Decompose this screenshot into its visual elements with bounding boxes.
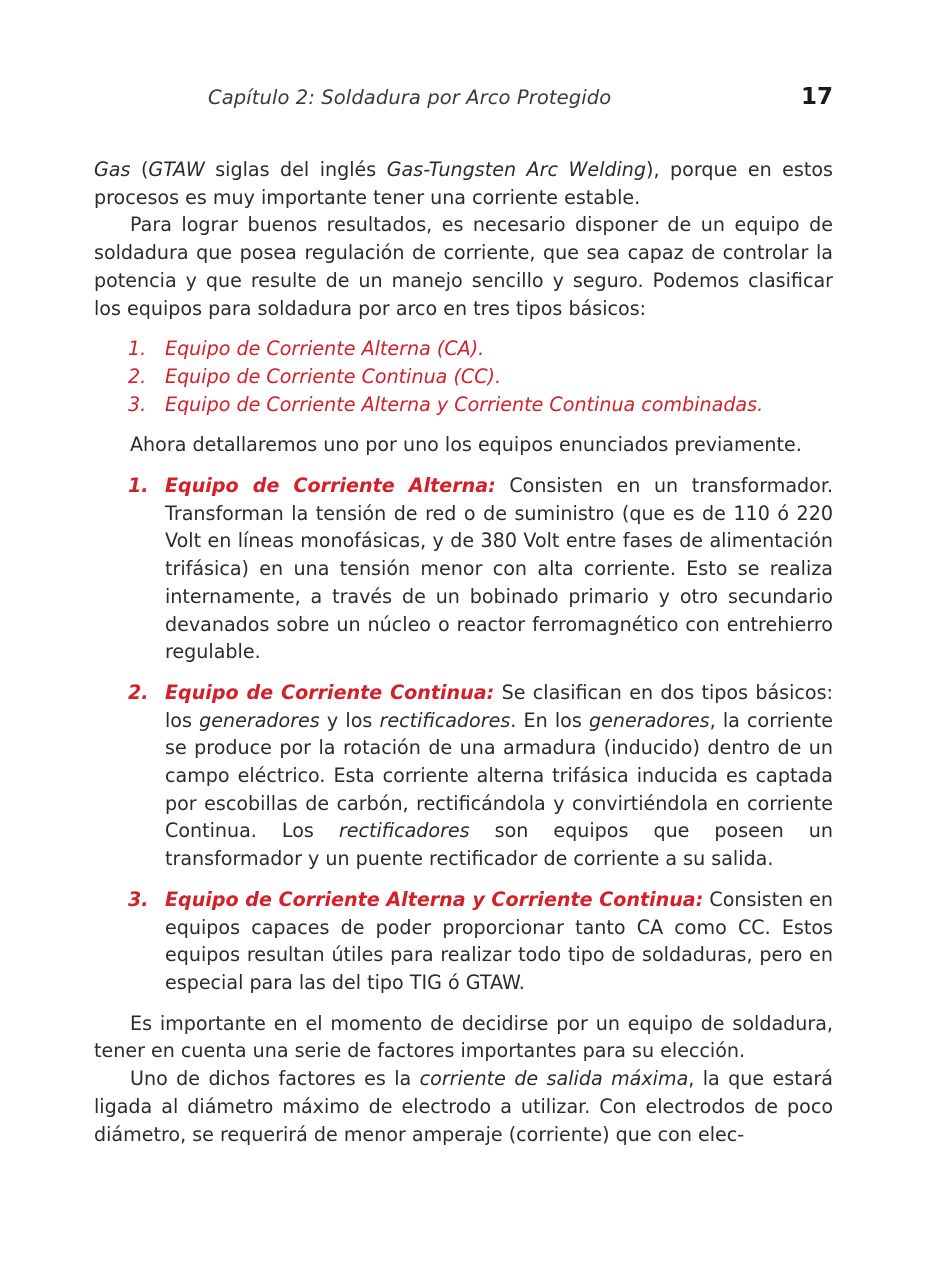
factors-paragraph: Es importante en el momento de decidirse por un equipo de soldadura, tener en cuenta una serie de factores importantes para su elección.	[94, 1011, 833, 1063]
list-number: 3.	[128, 392, 147, 416]
item-term: Equipo de Corriente Alterna:	[165, 474, 496, 498]
intro-paragraph	[94, 156, 833, 211]
italic-term: generadores	[589, 708, 710, 732]
item-description: Consisten en un transformador. Transforman la tensión de red o de suministro (que es de 110 ó 220 Volt en líneas monofásicas, y de 380 Volt entre fases de alimentación trifásica) en una tensión menor con alta corriente. Esto se realiza internamente, a través de un bobinado primario y otro secundario devanados sobre un núcleo o reactor ferromagnético con entrehierro regulable.	[165, 474, 833, 664]
italic-term: Gas-Tungsten Arc Welding	[386, 158, 647, 181]
text-run: , la corriente se produce por la rotación de una armadura (inducido) dentro de un campo eléctrico. Esta corriente alterna trifásica inducida es captada por escobillas de carbón, rectificándola y convirtiéndola en corriente Continua. Los	[165, 708, 833, 843]
text-run: . En los	[510, 708, 589, 732]
list-item-text: Equipo de Corriente Continua (CC).	[165, 364, 502, 388]
list-number: 2.	[128, 364, 147, 388]
detail-item-dc	[128, 679, 833, 873]
list-item-text: Equipo de Corriente Alterna y Corriente Continua combinadas.	[165, 392, 764, 416]
text-run: (	[130, 158, 149, 181]
list-item	[128, 363, 833, 391]
list-item	[128, 391, 833, 419]
italic-term: generadores	[199, 708, 320, 732]
detail-item-ac-dc	[128, 886, 833, 997]
list-item	[128, 335, 833, 363]
italic-term: rectificadores	[379, 708, 511, 732]
list-number: 1.	[128, 474, 149, 498]
italic-term: Gas	[94, 158, 131, 181]
text-run: y los	[319, 708, 380, 732]
list-number: 3.	[128, 887, 149, 911]
text-run: son equipos que poseen un transformador y un puente rectificador de corriente a su salida.	[165, 819, 834, 871]
page-number: 17	[800, 84, 833, 110]
equipment-paragraph: Para lograr buenos resultados, es necesario disponer de un equipo de soldadura que posea regulación de corriente, que sea capaz de controlar la potencia y que resulte de un manejo sencillo y seguro. Podemos clasificar los equipos para soldadura por arco en tres tipos básicos:	[94, 213, 833, 320]
equipment-detail-list	[94, 472, 833, 997]
equipment-type-list	[94, 335, 833, 418]
item-description: Consisten en equipos capaces de poder proporcionar tanto CA como CC. Estos equipos resultan útiles para realizar todo tipo de soldaduras, pero en especial para las del tipo TIG ó GTAW.	[165, 887, 833, 994]
item-term: Equipo de Corriente Alterna y Corriente Continua:	[165, 887, 704, 911]
text-run: ), porque en estos procesos es muy importante tener una corriente estable.	[94, 158, 833, 209]
text-run: siglas del inglés	[204, 158, 387, 181]
detail-intro-paragraph: Ahora detallaremos uno por uno los equipos enunciados previamente.	[130, 433, 802, 457]
body-text	[94, 156, 833, 1148]
italic-term: corriente de salida máxima	[419, 1067, 689, 1091]
output-current-paragraph	[94, 1065, 833, 1148]
list-number: 2.	[128, 680, 149, 704]
text-run: Uno de dichos factores es la	[130, 1067, 420, 1091]
italic-term: rectificadores	[338, 819, 470, 843]
item-term: Equipo de Corriente Continua:	[165, 680, 495, 704]
list-number: 1.	[128, 337, 147, 361]
text-run: Se clasifican en dos tipos básicos: los	[165, 680, 833, 732]
text-run: , la que estará ligada al diámetro máximo de electrodo a utilizar. Con electrodos de poco diámetro, se requerirá de menor amperaje (corriente) que con elec-	[94, 1067, 833, 1146]
running-header-title: Capítulo 2: Soldadura por Arco Protegido	[208, 86, 612, 109]
list-item-text: Equipo de Corriente Alterna (CA).	[165, 337, 485, 361]
detail-item-ac	[128, 472, 833, 666]
italic-term: GTAW	[148, 158, 205, 181]
